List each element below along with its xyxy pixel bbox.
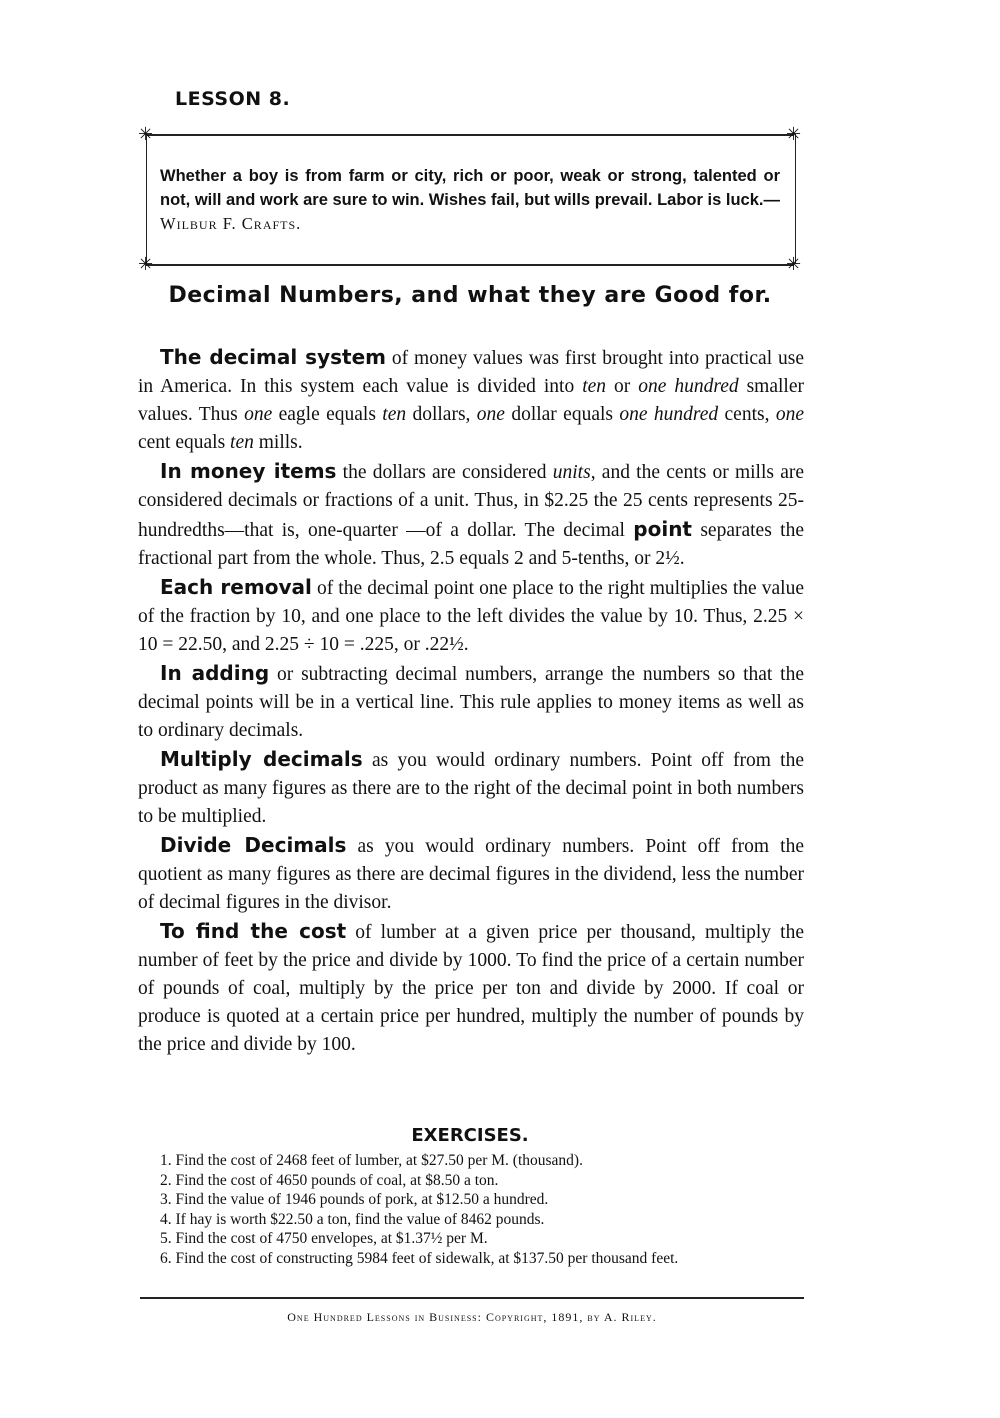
- lesson-body: [138, 343, 804, 1059]
- paragraph-lead: To find the cost: [160, 919, 347, 943]
- paragraph-text: one hundred: [638, 376, 739, 397]
- paragraph-lead: Divide Decimals: [160, 833, 347, 857]
- paragraph: [138, 831, 804, 917]
- epigraph-quote: [160, 164, 780, 236]
- asterisk-ornament-icon: ✳: [138, 124, 154, 145]
- paragraph-lead: In money items: [160, 459, 337, 483]
- exercise-item: 1. Find the cost of 2468 feet of lumber, at $27.50 per M. (thousand).: [160, 1152, 583, 1169]
- exercise-item: 3. Find the value of 1946 pounds of pork, at $12.50 a hundred.: [160, 1191, 549, 1208]
- lesson-label: LESSON 8.: [175, 88, 291, 110]
- paragraph: [138, 917, 804, 1059]
- paragraph-text: one: [775, 404, 804, 425]
- quote-author: Wilbur F. Crafts.: [160, 214, 302, 233]
- paragraph-text: as you would ordinary numbers. Point off from the product as many figures as there are to the right of the decimal point in both numbers to be multiplied.: [138, 750, 804, 827]
- paragraph-text: smaller values. Thus: [138, 376, 804, 425]
- paragraph-text: eagle equals: [272, 404, 383, 425]
- paragraph-text: or subtracting decimal numbers, arrange the numbers so that the decimal points will be in a vertical line. This rule applies to money items as well as to ordinary decimals.: [138, 664, 804, 741]
- paragraph-text: mills.: [253, 432, 303, 453]
- paragraph-lead: Multiply decimals: [160, 747, 363, 771]
- paragraph-lead: In adding: [160, 661, 270, 685]
- footer-copyright: One Hundred Lessons in Business: Copyright, 1891, by A. Riley.: [287, 1310, 657, 1324]
- paragraph: [138, 343, 804, 457]
- quote-box-bottom-rule: [146, 264, 794, 266]
- paragraph-text: point: [633, 517, 692, 541]
- paragraph-text: ten: [230, 432, 254, 453]
- exercise-item: 2. Find the cost of 4650 pounds of coal, at $8.50 a ton.: [160, 1171, 499, 1189]
- paragraph-text: one hundred: [619, 404, 719, 425]
- paragraph-text: the dollars are considered: [336, 462, 553, 483]
- paragraph: [138, 573, 804, 659]
- paragraph-text: of lumber at a given price per thousand, multiply the number of feet by the price and divide by 1000. To find the price of a certain number of pounds of coal, multiply by the price per ton and divide by 2000. If coal or produce is quoted at a certain price per hundred, multiply the number of pounds by the price and divide by 100.: [138, 922, 804, 1055]
- paragraph-text: one: [476, 404, 505, 425]
- quote-text: Whether a boy is from farm or city, rich or poor, weak or strong, talented or not, will and work are sure to win. Wishes fail, but wills prevail. Labor is luck.—: [160, 167, 780, 209]
- quote-box-top-rule: [146, 134, 794, 136]
- paragraph: [138, 457, 804, 573]
- exercise-item: 4. If hay is worth $22.50 a ton, find the value of 8462 pounds.: [160, 1210, 545, 1228]
- exercise-item: 5. Find the cost of 4750 envelopes, at $1.37½ per M.: [160, 1230, 488, 1247]
- asterisk-ornament-icon: ✳: [786, 254, 802, 275]
- exercise-item: 6. Find the cost of constructing 5984 feet of sidewalk, at $137.50 per thousand feet.: [160, 1249, 679, 1267]
- paragraph-text: dollar equals: [504, 404, 620, 425]
- exercises-heading: EXERCISES.: [411, 1125, 529, 1146]
- paragraph-text: separates the fractional part from the whole. Thus, 2.5 equals 2 and 5-tenths, or 2½.: [138, 520, 804, 569]
- paragraph: [138, 659, 804, 745]
- paragraph-text: cent equals: [138, 432, 231, 453]
- paragraph-text: units: [552, 462, 591, 483]
- paragraph-lead: Each removal: [160, 575, 312, 599]
- paragraph-text: of the decimal point one place to the right multiplies the value of the fraction by 10, and one place to the left divides the value by 10. Thus, 2.25 × 10 = 22.50, and 2.25 ÷ 10 = .225, or .22½.: [138, 578, 804, 655]
- asterisk-ornament-icon: ✳: [786, 124, 802, 145]
- exercises-list: [138, 1151, 804, 1268]
- paragraph-text: ten: [582, 376, 607, 397]
- paragraph-text: cents,: [718, 404, 776, 425]
- footer-rule: [140, 1297, 804, 1299]
- paragraph-text: or: [606, 376, 639, 397]
- page-title: Decimal Numbers, and what they are Good for.: [168, 283, 772, 308]
- paragraph: [138, 745, 804, 831]
- paragraph-text: as you would ordinary numbers. Point off from the quotient as many figures as there are decimal figures in the dividend, less the number of decimal figures in the divisor.: [138, 836, 804, 913]
- paragraph-text: dollars,: [406, 404, 477, 425]
- paragraph-text: , and the cents or mills are considered decimals or fractions of a unit. Thus, in $2.25 the 25 cents represents 25-hundredths—that is, one-quarter —of a dollar. The decimal: [138, 462, 805, 541]
- paragraph-text: ten: [382, 404, 407, 425]
- asterisk-ornament-icon: ✳: [138, 254, 154, 275]
- paragraph-text: one: [244, 404, 273, 425]
- paragraph-lead: The decimal system: [160, 345, 386, 369]
- paragraph-text: of money values was first brought into practical use in America. In this system each value is divided into: [138, 348, 804, 397]
